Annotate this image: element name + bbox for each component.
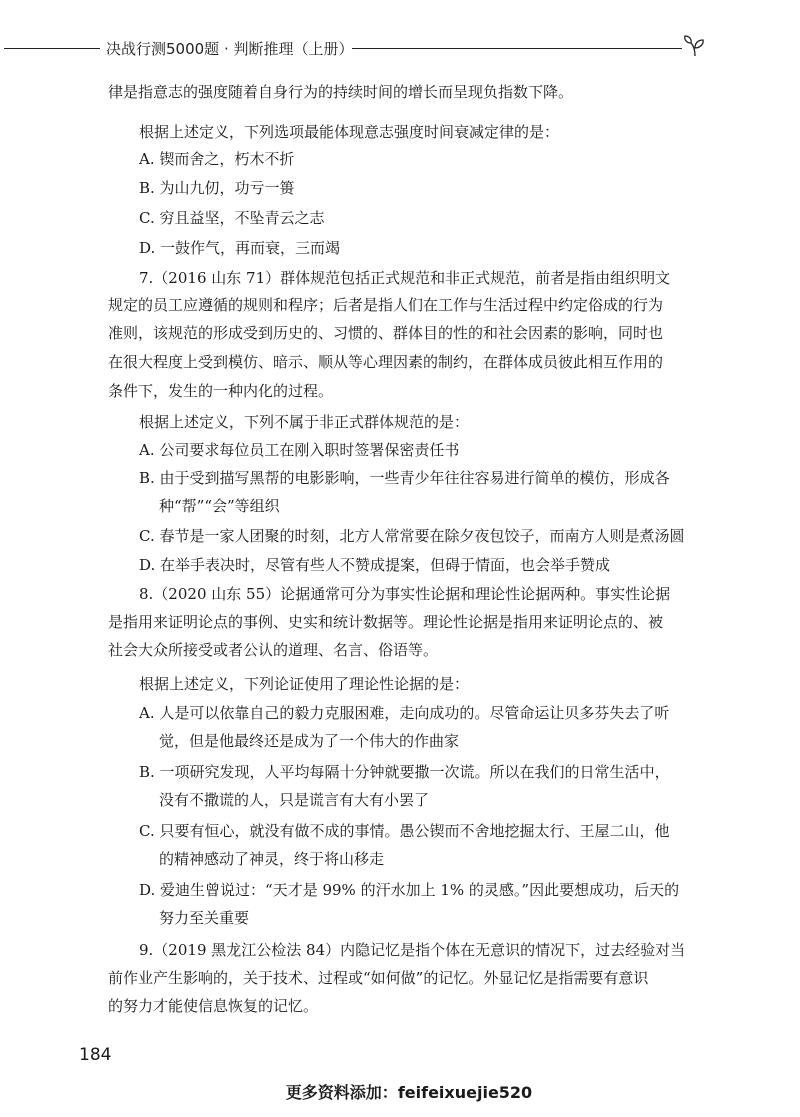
option-c: C. 春节是一家人团聚的时刻，北方人常常要在除夕夜包饺子，而南方人则是煮汤圆 (139, 527, 685, 545)
option-d: D. 爱迪生曾说过：“天才是 99% 的汗水加上 1% 的灵感。”因此要想成功，后天的 (139, 881, 680, 899)
option-d: D. 在举手表决时，尽管有些人不赞成提案，但碍于情面，也会举手赞成 (139, 556, 611, 574)
text-line: 规定的员工应遵循的规则和程序；后者是指人们在工作与生活过程中约定俗成的行为 (108, 296, 664, 314)
question-7-prompt: 根据上述定义，下列不属于非正式群体规范的是： (139, 413, 470, 431)
option-b-cont: 种“帮”“会”等组织 (159, 497, 280, 515)
running-header (0, 34, 800, 64)
option-c: C. 穷且益坚，不坠青云之志 (139, 209, 325, 227)
question-7-stem: 7.（2016 山东 71）群体规范包括正式规范和非正式规范，前者是指由组织明文 (139, 269, 671, 287)
text-line: 律是指意志的强度随着自身行为的持续时间的增长而呈现负指数下降。 (108, 83, 574, 101)
option-c-cont: 的精神感动了神灵，终于将山移走 (159, 850, 385, 868)
option-a: A. 锲而舍之，朽木不折 (139, 150, 295, 168)
text-line: 根据上述定义，下列选项最能体现意志强度时间衰减定律的是： (139, 123, 560, 141)
sprout-icon (682, 34, 708, 58)
option-a: A. 公司要求每位员工在刚入职时签署保密责任书 (139, 441, 460, 459)
option-c: C. 只要有恒心，就没有做不成的事情。愚公锲而不舍地挖掘太行、王屋二山，他 (139, 822, 670, 840)
question-8-prompt: 根据上述定义，下列论证使用了理论性论据的是： (139, 675, 470, 693)
footer-notice (0, 1080, 800, 1103)
option-d: D. 一鼓作气，再而衰，三而竭 (139, 239, 341, 257)
header-rule-left (4, 48, 100, 49)
page-number: 184 (79, 1045, 112, 1065)
text-line: 在很大程度上受到模仿、暗示、顺从等心理因素的制约，在群体成员彼此相互作用的 (108, 353, 664, 371)
header-rule-right (352, 48, 682, 49)
option-d-cont: 努力至关重要 (159, 909, 250, 927)
option-b: B. 由于受到描写黑帮的电影影响，一些青少年往往容易进行简单的模仿，形成各 (139, 469, 670, 487)
footer-contact: feifeixuejie520 (397, 1083, 533, 1102)
text-line: 准则，该规范的形成受到历史的、习惯的、群体目的性的和社会因素的影响，同时也 (108, 324, 664, 342)
question-9-stem: 9.（2019 黑龙江公检法 84）内隐记忆是指个体在无意识的情况下，过去经验对当 (139, 941, 686, 959)
text-line: 社会大众所接受或者公认的道理、名言、俗语等。 (108, 641, 439, 659)
option-a: A. 人是可以依靠自己的毅力克服困难，走向成功的。尽管命运让贝多芬失去了听 (139, 704, 670, 722)
text-line: 是指用来证明论点的事例、史实和统计数据等。理论性论据是指用来证明论点的、被 (108, 613, 664, 631)
option-a-cont: 觉，但是他最终还是成为了一个伟大的作曲家 (159, 732, 460, 750)
option-b: B. 为山九仞，功亏一篑 (139, 179, 295, 197)
option-b: B. 一项研究发现，人平均每隔十分钟就要撒一次谎。所以在我们的日常生活中， (139, 763, 670, 781)
option-b-cont: 没有不撒谎的人，只是谎言有大有小罢了 (159, 791, 430, 809)
text-line: 前作业产生影响的，关于技术、过程或“如何做”的记忆。外显记忆是指需要有意识 (108, 969, 649, 987)
book-title: 决战行测5000题 · 判断推理（上册） (106, 40, 354, 58)
footer-label: 更多资料添加： (285, 1083, 398, 1102)
question-8-stem: 8.（2020 山东 55）论据通常可分为事实性论据和理论性论据两种。事实性论据 (139, 585, 671, 603)
text-line: 的努力才能使信息恢复的记忆。 (108, 997, 319, 1015)
text-line: 条件下，发生的一种内化的过程。 (108, 382, 334, 400)
